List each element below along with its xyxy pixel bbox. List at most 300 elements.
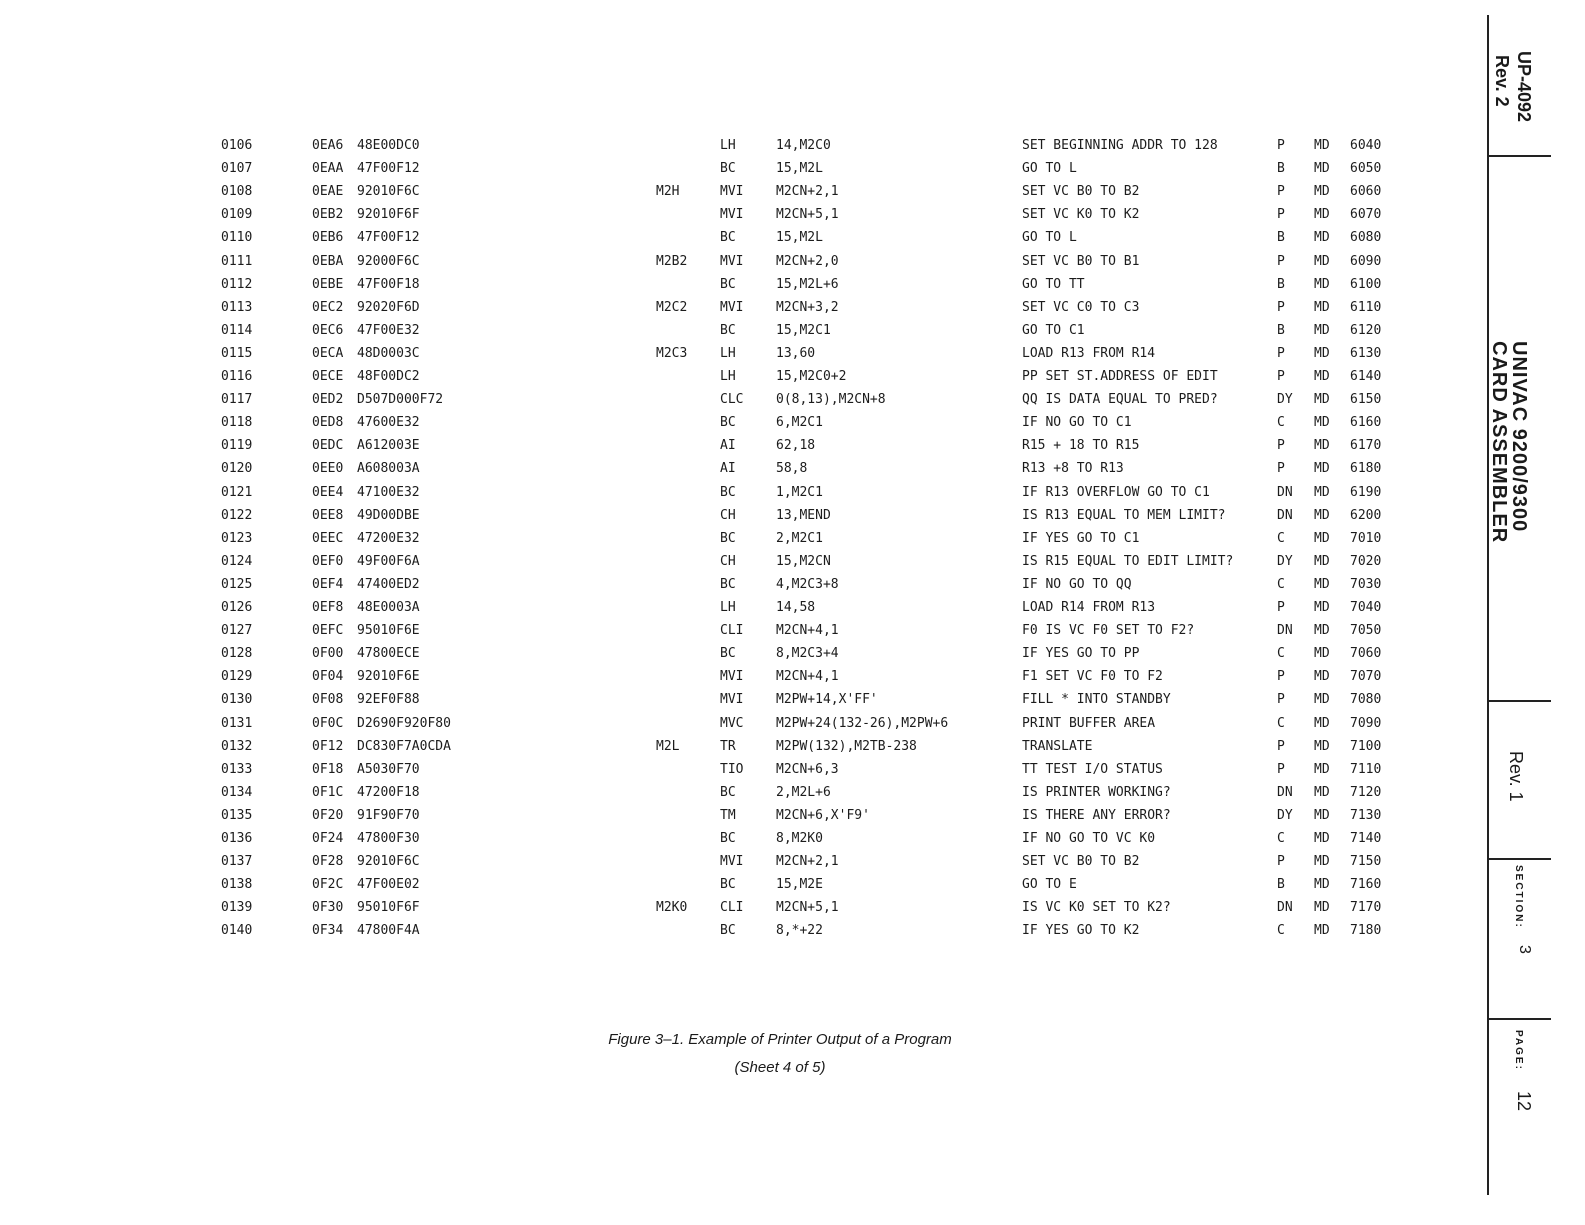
sequence-number: 7170 [1350, 900, 1382, 916]
object-code: 47F00E02 [357, 877, 420, 893]
opcode: MVI [720, 299, 744, 315]
address: 0EC2 [312, 299, 344, 315]
address: 0EE8 [312, 507, 344, 523]
line-number: 0110 [221, 230, 253, 246]
operand: 8,M2K0 [776, 831, 823, 846]
sequence-number: 6040 [1350, 138, 1382, 153]
line-number: 0106 [221, 138, 253, 153]
sequence-number: 6060 [1350, 184, 1382, 200]
operand: 15,M2C0+2 [776, 369, 847, 384]
opcode: BC [720, 530, 736, 546]
opcode: AI [720, 461, 736, 477]
class-code: DN [1277, 507, 1293, 523]
address: 0F34 [312, 923, 344, 939]
md-code: MD [1314, 438, 1330, 454]
address: 0ECE [312, 369, 344, 384]
line-number: 0119 [221, 438, 253, 454]
line-number: 0137 [221, 854, 253, 870]
listing-row [0, 922, 1440, 945]
comment: LOAD R14 FROM R13 [1022, 600, 1156, 615]
object-code: D2690F920F80 [357, 715, 451, 731]
opcode: MVI [720, 669, 744, 685]
class-code: DN [1277, 484, 1293, 500]
md-code: MD [1314, 807, 1330, 823]
line-number: 0115 [221, 345, 253, 361]
line-number: 0111 [221, 253, 253, 269]
md-code: MD [1314, 784, 1330, 800]
address: 0EBA [312, 253, 344, 269]
class-code: P [1277, 253, 1285, 269]
object-code: 48E0003A [357, 600, 420, 615]
object-code: 92010F6E [357, 669, 420, 685]
sequence-number: 7180 [1350, 923, 1382, 939]
class-code: P [1277, 600, 1285, 615]
document-revision: Rev. 2 [1492, 55, 1512, 107]
line-number: 0135 [221, 807, 253, 823]
object-code: 47F00F12 [357, 161, 420, 177]
opcode: MVI [720, 207, 744, 223]
sequence-number: 6080 [1350, 230, 1382, 246]
md-code: MD [1314, 230, 1330, 246]
line-number: 0109 [221, 207, 253, 223]
operand: 13,MEND [776, 507, 831, 523]
operand: M2PW(132),M2TB-238 [776, 738, 917, 754]
listing-row [0, 761, 1440, 784]
label: M2B2 [656, 253, 688, 269]
line-number: 0124 [221, 553, 253, 569]
operand: M2CN+2,1 [776, 184, 839, 200]
address: 0F18 [312, 761, 344, 777]
comment: SET BEGINNING ADDR TO 128 [1022, 138, 1218, 153]
comment: R13 +8 TO R13 [1022, 461, 1124, 477]
operand: 15,M2L [776, 161, 823, 177]
listing-row [0, 622, 1440, 645]
class-code: C [1277, 831, 1285, 846]
class-code: DY [1277, 807, 1293, 823]
document-number: UP-4092 [1514, 51, 1534, 123]
object-code: A5030F70 [357, 761, 420, 777]
sequence-number: 6100 [1350, 276, 1382, 292]
sequence-number: 6150 [1350, 392, 1382, 408]
address: 0EE0 [312, 461, 344, 477]
sequence-number: 7060 [1350, 646, 1382, 662]
md-code: MD [1314, 600, 1330, 615]
class-code: DY [1277, 553, 1293, 569]
opcode: CH [720, 553, 736, 569]
sequence-number: 7110 [1350, 761, 1382, 777]
operand: 2,M2L+6 [776, 784, 831, 800]
comment: SET VC C0 TO C3 [1022, 299, 1140, 315]
address: 0F24 [312, 831, 344, 846]
line-number: 0129 [221, 669, 253, 685]
comment: SET VC B0 TO B1 [1022, 253, 1140, 269]
opcode: BC [720, 230, 736, 246]
object-code: 47F00F18 [357, 276, 420, 292]
sequence-number: 6090 [1350, 253, 1382, 269]
object-code: 95010F6E [357, 623, 420, 639]
sequence-number: 7130 [1350, 807, 1382, 823]
class-code: P [1277, 438, 1285, 454]
operand: 15,M2C1 [776, 322, 831, 338]
object-code: 47600E32 [357, 415, 420, 431]
comment: SET VC B0 TO B2 [1022, 184, 1140, 200]
comment: GO TO C1 [1022, 322, 1085, 338]
class-code: C [1277, 923, 1285, 939]
sequence-number: 6170 [1350, 438, 1382, 454]
comment: F0 IS VC F0 SET TO F2? [1022, 623, 1195, 639]
object-code: 47F00F12 [357, 230, 420, 246]
sequence-number: 7100 [1350, 738, 1382, 754]
operand: M2PW+14,X'FF' [776, 692, 878, 708]
sequence-number: 6200 [1350, 507, 1382, 523]
listing-row [0, 368, 1440, 391]
opcode: BC [720, 276, 736, 292]
line-number: 0125 [221, 576, 253, 592]
address: 0F04 [312, 669, 344, 685]
page-number: 12 [1514, 1091, 1534, 1112]
line-number: 0127 [221, 623, 253, 639]
operand: 15,M2E [776, 877, 823, 893]
line-number: 0107 [221, 161, 253, 177]
address: 0EC6 [312, 322, 344, 338]
opcode: LH [720, 600, 736, 615]
section-label: SECTION: [1513, 865, 1524, 929]
revision-box: Rev. 1 [1506, 751, 1526, 802]
md-code: MD [1314, 415, 1330, 431]
address: 0EF0 [312, 553, 344, 569]
address: 0EAA [312, 161, 344, 177]
md-code: MD [1314, 576, 1330, 592]
line-number: 0121 [221, 484, 253, 500]
listing-row [0, 530, 1440, 553]
address: 0ECA [312, 345, 344, 361]
md-code: MD [1314, 484, 1330, 500]
md-code: MD [1314, 669, 1330, 685]
listing-row [0, 691, 1440, 714]
class-code: P [1277, 669, 1285, 685]
listing-row [0, 484, 1440, 507]
md-code: MD [1314, 392, 1330, 408]
opcode: LH [720, 138, 736, 153]
address: 0EB6 [312, 230, 344, 246]
comment: SET VC B0 TO B2 [1022, 854, 1140, 870]
class-code: P [1277, 299, 1285, 315]
opcode: BC [720, 646, 736, 662]
listing-row [0, 414, 1440, 437]
sequence-number: 7150 [1350, 854, 1382, 870]
operand: 1,M2C1 [776, 484, 823, 500]
object-code: 47800F30 [357, 831, 420, 846]
label: M2H [656, 184, 680, 200]
class-code: P [1277, 138, 1285, 153]
md-code: MD [1314, 207, 1330, 223]
sequence-number: 6130 [1350, 345, 1382, 361]
opcode: LH [720, 369, 736, 384]
operand: 8,M2C3+4 [776, 646, 839, 662]
manual-title-line-1: UNIVAC 9200/9300 [1508, 341, 1530, 533]
comment: IF YES GO TO PP [1022, 646, 1140, 662]
listing-row [0, 391, 1440, 414]
listing-row [0, 899, 1440, 922]
object-code: 48F00DC2 [357, 369, 420, 384]
line-number: 0140 [221, 923, 253, 939]
object-code: 92020F6D [357, 299, 420, 315]
md-code: MD [1314, 854, 1330, 870]
address: 0F2C [312, 877, 344, 893]
comment: IS R13 EQUAL TO MEM LIMIT? [1022, 507, 1226, 523]
sequence-number: 6190 [1350, 484, 1382, 500]
line-number: 0139 [221, 900, 253, 916]
address: 0EB2 [312, 207, 344, 223]
section-value: 3 [1516, 945, 1533, 954]
comment: GO TO E [1022, 877, 1077, 893]
class-code: P [1277, 369, 1285, 384]
line-number: 0120 [221, 461, 253, 477]
line-number: 0128 [221, 646, 253, 662]
line-number: 0116 [221, 369, 253, 384]
address: 0EF8 [312, 600, 344, 615]
opcode: CH [720, 507, 736, 523]
operand: M2CN+3,2 [776, 299, 839, 315]
listing-row [0, 738, 1440, 761]
comment: F1 SET VC F0 TO F2 [1022, 669, 1163, 685]
label: M2L [656, 738, 680, 754]
line-number: 0133 [221, 761, 253, 777]
sequence-number: 6070 [1350, 207, 1382, 223]
object-code: 49F00F6A [357, 553, 420, 569]
listing-row [0, 276, 1440, 299]
listing-row [0, 853, 1440, 876]
sequence-number: 7070 [1350, 669, 1382, 685]
md-code: MD [1314, 253, 1330, 269]
object-code: 47800ECE [357, 646, 420, 662]
comment: GO TO L [1022, 161, 1077, 177]
operand: 15,M2L [776, 230, 823, 246]
opcode: TM [720, 807, 736, 823]
object-code: 47100E32 [357, 484, 420, 500]
listing-row [0, 437, 1440, 460]
operand: M2CN+6,3 [776, 761, 839, 777]
md-code: MD [1314, 369, 1330, 384]
sequence-number: 7140 [1350, 831, 1382, 846]
class-code: C [1277, 530, 1285, 546]
opcode: MVI [720, 854, 744, 870]
comment: IF YES GO TO C1 [1022, 530, 1140, 546]
comment: GO TO TT [1022, 276, 1085, 292]
line-number: 0123 [221, 530, 253, 546]
operand: 15,M2CN [776, 553, 831, 569]
figure-sheet-number: (Sheet 4 of 5) [734, 1059, 826, 1076]
sequence-number: 7050 [1350, 623, 1382, 639]
operand: M2CN+4,1 [776, 623, 839, 639]
md-code: MD [1314, 507, 1330, 523]
line-number: 0131 [221, 715, 253, 731]
class-code: DN [1277, 900, 1293, 916]
address: 0F1C [312, 784, 344, 800]
operand: M2PW+24(132-26),M2PW+6 [776, 715, 949, 731]
sequence-number: 6110 [1350, 299, 1382, 315]
comment: TT TEST I/O STATUS [1022, 761, 1163, 777]
address: 0EFC [312, 623, 344, 639]
listing-row [0, 668, 1440, 691]
comment: PP SET ST.ADDRESS OF EDIT [1022, 369, 1218, 384]
opcode: BC [720, 831, 736, 846]
line-number: 0122 [221, 507, 253, 523]
class-code: P [1277, 345, 1285, 361]
operand: M2CN+2,0 [776, 253, 839, 269]
listing-row [0, 784, 1440, 807]
class-code: P [1277, 854, 1285, 870]
sequence-number: 6180 [1350, 461, 1382, 477]
class-code: C [1277, 646, 1285, 662]
address: 0F00 [312, 646, 344, 662]
object-code: 91F90F70 [357, 807, 420, 823]
class-code: P [1277, 738, 1285, 754]
listing-row [0, 206, 1440, 229]
object-code: 92010F6C [357, 854, 420, 870]
md-code: MD [1314, 138, 1330, 153]
line-number: 0108 [221, 184, 253, 200]
object-code: 48D0003C [357, 345, 420, 361]
opcode: LH [720, 345, 736, 361]
class-code: B [1277, 161, 1285, 177]
opcode: CLC [720, 392, 744, 408]
object-code: 47800F4A [357, 923, 420, 939]
operand: 14,M2C0 [776, 138, 831, 153]
md-code: MD [1314, 299, 1330, 315]
line-number: 0112 [221, 276, 253, 292]
object-code: 47200E32 [357, 530, 420, 546]
listing-row [0, 576, 1440, 599]
class-code: C [1277, 415, 1285, 431]
address: 0EDC [312, 438, 344, 454]
sequence-number: 6160 [1350, 415, 1382, 431]
sidebar-divider [1487, 1018, 1551, 1020]
listing-row [0, 253, 1440, 276]
class-code: P [1277, 692, 1285, 708]
comment: IF NO GO TO VC K0 [1022, 831, 1156, 846]
sequence-number: 6050 [1350, 161, 1382, 177]
listing-row [0, 137, 1440, 160]
md-code: MD [1314, 530, 1330, 546]
md-code: MD [1314, 161, 1330, 177]
address: 0F30 [312, 900, 344, 916]
operand: M2CN+4,1 [776, 669, 839, 685]
manual-title-line-2: CARD ASSEMBLER [1488, 341, 1510, 544]
listing-row [0, 645, 1440, 668]
operand: M2CN+5,1 [776, 207, 839, 223]
comment: IS R15 EQUAL TO EDIT LIMIT? [1022, 553, 1234, 569]
operand: 13,60 [776, 345, 816, 361]
object-code: 95010F6F [357, 900, 420, 916]
comment: IS PRINTER WORKING? [1022, 784, 1171, 800]
page-label: PAGE: [1513, 1030, 1524, 1071]
class-code: DY [1277, 392, 1293, 408]
listing-row [0, 299, 1440, 322]
class-code: DN [1277, 784, 1293, 800]
sequence-number: 7030 [1350, 576, 1382, 592]
object-code: A612003E [357, 438, 420, 454]
line-number: 0132 [221, 738, 253, 754]
listing-row [0, 599, 1440, 622]
md-code: MD [1314, 345, 1330, 361]
line-number: 0113 [221, 299, 253, 315]
operand: M2CN+5,1 [776, 900, 839, 916]
comment: IS THERE ANY ERROR? [1022, 807, 1171, 823]
opcode: BC [720, 415, 736, 431]
line-number: 0118 [221, 415, 253, 431]
comment: IF YES GO TO K2 [1022, 923, 1140, 939]
class-code: P [1277, 461, 1285, 477]
comment: TRANSLATE [1022, 738, 1093, 754]
operand: 58,8 [776, 461, 808, 477]
listing-row [0, 460, 1440, 483]
sequence-number: 7160 [1350, 877, 1382, 893]
listing-row [0, 830, 1440, 853]
figure-title: Figure 3–1. Example of Printer Output of a Program [608, 1031, 952, 1048]
operand: 4,M2C3+8 [776, 576, 839, 592]
operand: 62,18 [776, 438, 816, 454]
opcode: TIO [720, 761, 744, 777]
opcode: BC [720, 484, 736, 500]
md-code: MD [1314, 900, 1330, 916]
address: 0EBE [312, 276, 344, 292]
comment: FILL * INTO STANDBY [1022, 692, 1171, 708]
listing-row [0, 715, 1440, 738]
sequence-number: 7120 [1350, 784, 1382, 800]
md-code: MD [1314, 322, 1330, 338]
comment: LOAD R13 FROM R14 [1022, 345, 1156, 361]
address: 0ED2 [312, 392, 344, 408]
line-number: 0126 [221, 600, 253, 615]
md-code: MD [1314, 276, 1330, 292]
md-code: MD [1314, 692, 1330, 708]
object-code: 92010F6C [357, 184, 420, 200]
class-code: B [1277, 230, 1285, 246]
object-code: A608003A [357, 461, 420, 477]
page-header-sidebar [1487, 15, 1585, 1195]
address: 0EAE [312, 184, 344, 200]
comment: GO TO L [1022, 230, 1077, 246]
sidebar-divider [1487, 155, 1551, 157]
md-code: MD [1314, 923, 1330, 939]
opcode: AI [720, 438, 736, 454]
sidebar-divider [1487, 700, 1551, 702]
sequence-number: 6120 [1350, 322, 1382, 338]
md-code: MD [1314, 761, 1330, 777]
object-code: DC830F7A0CDA [357, 738, 451, 754]
md-code: MD [1314, 461, 1330, 477]
object-code: 48E00DC0 [357, 138, 420, 153]
listing-row [0, 553, 1440, 576]
address: 0F12 [312, 738, 344, 754]
listing-row [0, 345, 1440, 368]
class-code: P [1277, 207, 1285, 223]
sequence-number: 7080 [1350, 692, 1382, 708]
opcode: BC [720, 161, 736, 177]
operand: M2CN+6,X'F9' [776, 807, 870, 823]
class-code: C [1277, 576, 1285, 592]
sequence-number: 7010 [1350, 530, 1382, 546]
label: M2C3 [656, 345, 688, 361]
object-code: 47200F18 [357, 784, 420, 800]
operand: 14,58 [776, 600, 816, 615]
opcode: MVC [720, 715, 744, 731]
opcode: MVI [720, 692, 744, 708]
address: 0F0C [312, 715, 344, 731]
opcode: TR [720, 738, 736, 754]
opcode: BC [720, 784, 736, 800]
